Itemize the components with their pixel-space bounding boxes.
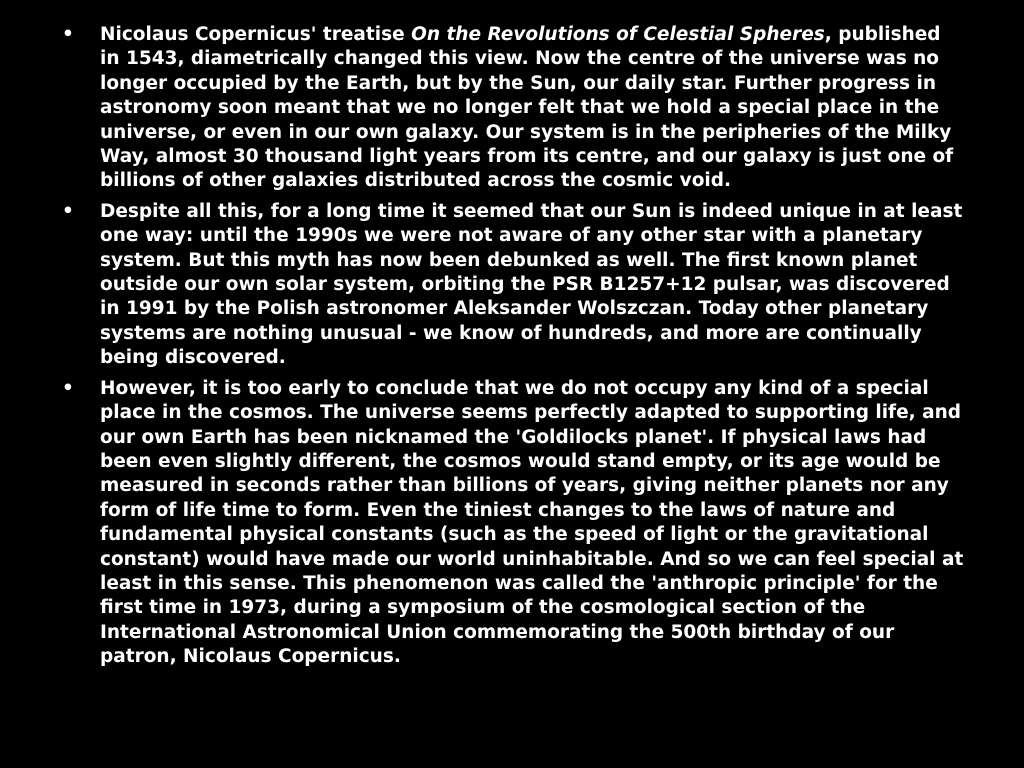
bullet-list — [62, 23, 966, 676]
bullet-icon: • — [62, 24, 74, 45]
paragraph-anthropic-principle: However, it is too early to conclude that we do not occupy any kind of a special place in the cosmos. The universe seems perfectly adapted to supporting life, and our own Earth has been nicknamed the 'Goldilocks planet'. If physical laws had been even slightly different, the cosmos would stand empty, or its age would be measured in seconds rather than billions of years, giving neither planets nor any form of life time to form. Even the tiniest changes to the laws of nature and fundamental physical constants (such as the speed of light or the gravitational constant) would have made our world uninhabitable. And so we can feel special at least in this sense. This phenomenon was called the 'anthropic principle' for the first time in 1973, during a symposium of the cosmological section of the International Astronomical Union commemorating the 500th birthday of our patron, Nicolaus Copernicus. — [100, 377, 964, 668]
book-title: On the Revolutions of Celestial Spheres — [411, 24, 825, 45]
bullet-icon: • — [62, 377, 74, 399]
paragraph-copernicus — [100, 24, 953, 191]
list-item — [62, 23, 966, 194]
paragraph-planetary-systems: Despite all this, for a long time it seemed that our Sun is indeed unique in at least one way: until the 1990s we were not aware of any other star with a planetary system. But this myth has now been debunked as well. The first known planet outside our own solar system, orbiting the PSR B1257+12 pulsar, was discovered in 1991 by the Polish astronomer Aleksander Wolszczan. Today other planetary systems are nothing unusual - we know of hundreds, and more are continually being discovered. — [100, 200, 963, 369]
paragraph-text: , published in 1543, diametrically changed this view. Now the centre of the universe was no longer occupied by the Earth, but by the Sun, our daily star. Further progress in astronomy soon meant that we no longer felt that we hold a special place in the universe, or even in our own galaxy. Our system is in the peripheries of the Milky Way, almost 30 thousand light years from its centre, and our galaxy is just one of billions of other galaxies distributed across the cosmic void. — [100, 24, 954, 192]
list-item — [62, 200, 966, 371]
list-item — [62, 377, 966, 670]
bullet-icon: • — [62, 200, 74, 222]
paragraph-text: Nicolaus Copernicus' treatise — [100, 24, 412, 45]
